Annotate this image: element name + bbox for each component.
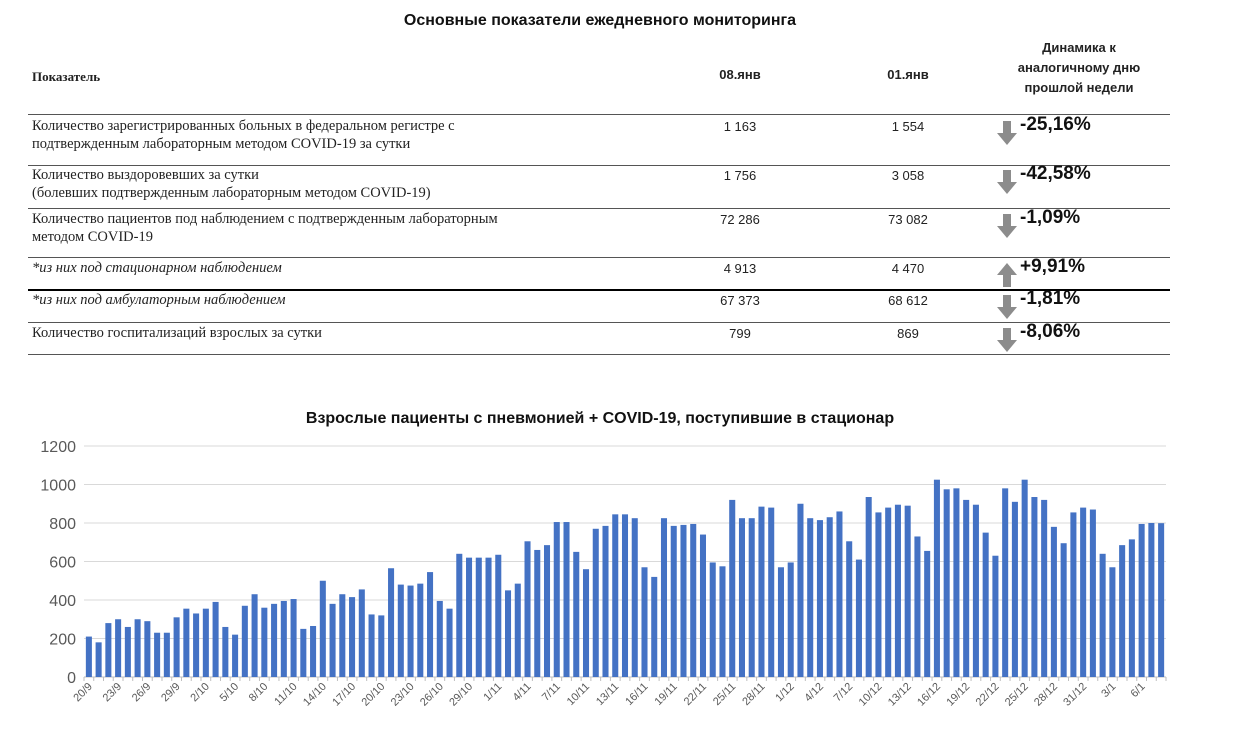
bar xyxy=(827,517,833,677)
bar xyxy=(1080,508,1086,677)
bar xyxy=(320,581,326,677)
bar xyxy=(1051,527,1057,677)
header-date-current: 08.янв xyxy=(719,67,761,82)
bar xyxy=(846,541,852,677)
row-value-current: 4 913 xyxy=(723,261,757,276)
bar xyxy=(719,566,725,677)
dynamics-percent: -1,09% xyxy=(1020,207,1081,228)
table-row xyxy=(28,114,1170,166)
bar xyxy=(973,505,979,677)
row-indicator xyxy=(32,117,672,153)
y-tick-label: 1000 xyxy=(40,477,76,495)
bar xyxy=(437,601,443,677)
row-value-current: 1 163 xyxy=(723,119,757,134)
bar xyxy=(261,608,267,677)
bar xyxy=(661,518,667,677)
bar xyxy=(1061,543,1067,677)
row-indicator-line: Количество пациентов под наблюдением с подтвержденным лабораторным xyxy=(32,211,498,227)
bar xyxy=(1022,480,1028,677)
header-indicator: Показатель xyxy=(32,69,101,84)
x-tick-label: 25/11 xyxy=(710,680,739,709)
row-value-current: 67 373 xyxy=(720,293,760,308)
arrow-up-icon xyxy=(996,263,1018,287)
table-row xyxy=(28,289,1170,323)
row-dynamics xyxy=(994,257,1174,289)
bar xyxy=(934,480,940,677)
bar xyxy=(222,627,228,677)
y-tick-label: 1200 xyxy=(40,439,76,456)
row-value-previous: 73 082 xyxy=(888,212,928,227)
x-tick-label: 8/10 xyxy=(246,680,271,705)
bar xyxy=(924,551,930,677)
bar xyxy=(1129,539,1135,677)
header-dynamics-line: Динамика к xyxy=(1042,40,1116,55)
row-value-previous: 1 554 xyxy=(891,119,925,134)
x-tick-label: 28/12 xyxy=(1032,680,1061,709)
bar xyxy=(1158,523,1164,677)
bar xyxy=(563,522,569,677)
table-title: Основные показатели ежедневного мониторинга xyxy=(403,12,797,29)
bar xyxy=(583,569,589,677)
bar xyxy=(281,601,287,677)
bar xyxy=(749,518,755,677)
bar xyxy=(573,552,579,677)
row-value-previous: 68 612 xyxy=(888,293,928,308)
x-tick-label: 22/11 xyxy=(681,680,710,709)
bar xyxy=(602,526,608,677)
dynamics-percent: -8,06% xyxy=(1020,321,1081,342)
bar xyxy=(193,613,199,677)
bar xyxy=(905,506,911,677)
bar xyxy=(378,615,384,677)
bar xyxy=(992,556,998,677)
x-tick-label: 25/12 xyxy=(1002,680,1031,709)
row-indicator-line: подтвержденным лабораторным методом COVID-19 за сутки xyxy=(32,136,411,152)
bar xyxy=(1041,500,1047,677)
row-value-previous: 3 058 xyxy=(891,168,925,183)
bar xyxy=(271,604,277,677)
bar xyxy=(330,604,336,677)
bar xyxy=(427,572,433,677)
bar xyxy=(242,606,248,677)
table-row xyxy=(28,322,1170,355)
bar xyxy=(359,589,365,677)
bar xyxy=(291,599,297,677)
bar xyxy=(1119,545,1125,677)
bar xyxy=(1100,554,1106,677)
bar xyxy=(495,555,501,677)
bar xyxy=(1031,497,1037,677)
dynamics-percent: -1,81% xyxy=(1020,288,1081,309)
table-row xyxy=(28,164,1170,209)
row-value-current: 799 xyxy=(729,326,751,341)
x-tick-label: 19/12 xyxy=(944,680,973,709)
x-tick-label: 22/12 xyxy=(973,680,1002,709)
bar xyxy=(154,633,160,677)
bar xyxy=(144,621,150,677)
bar xyxy=(875,512,881,677)
y-tick-label: 600 xyxy=(49,554,76,572)
arrow-down-icon xyxy=(996,214,1018,238)
bar xyxy=(408,586,414,677)
row-indicator xyxy=(32,166,672,202)
bar xyxy=(866,497,872,677)
header-date-previous: 01.янв xyxy=(887,67,929,82)
bar xyxy=(680,525,686,677)
bar xyxy=(339,594,345,677)
row-dynamics xyxy=(994,208,1174,257)
bar xyxy=(417,584,423,677)
row-indicator xyxy=(32,210,672,246)
x-tick-label: 23/10 xyxy=(388,680,417,709)
bar xyxy=(349,597,355,677)
row-value-previous: 4 470 xyxy=(891,261,925,276)
table-header xyxy=(28,38,1170,108)
row-indicator xyxy=(32,259,672,277)
bar xyxy=(895,505,901,677)
header-dynamics-line: прошлой недели xyxy=(1024,80,1134,95)
bar xyxy=(125,627,131,677)
y-tick-label: 400 xyxy=(49,593,76,610)
bar xyxy=(505,590,511,677)
arrow-down-icon xyxy=(996,295,1018,319)
x-tick-label: 13/12 xyxy=(885,680,914,709)
bar xyxy=(797,504,803,677)
x-tick-label: 20/10 xyxy=(359,680,388,709)
x-tick-label: 14/10 xyxy=(300,680,329,709)
dynamics-percent: -42,58% xyxy=(1020,163,1091,184)
bar xyxy=(914,536,920,677)
row-dynamics xyxy=(994,164,1174,208)
bar xyxy=(447,609,453,677)
x-tick-label: 28/11 xyxy=(740,680,768,709)
x-tick-label: 19/11 xyxy=(652,680,680,709)
row-indicator-line: *из них под стационарном наблюдением xyxy=(32,260,282,276)
bar xyxy=(115,619,121,677)
bar xyxy=(739,518,745,677)
bar xyxy=(515,584,521,677)
bar xyxy=(671,526,677,677)
bar xyxy=(632,518,638,677)
bar xyxy=(963,500,969,677)
row-value-current: 72 286 xyxy=(720,212,760,227)
row-value-previous: 869 xyxy=(897,326,919,341)
bar xyxy=(641,567,647,677)
row-indicator-line: *из них под амбулаторным наблюдением xyxy=(32,292,286,308)
row-indicator-line: (болевших подтвержденным лабораторным методом COVID-19) xyxy=(32,185,431,201)
dynamics-percent: -25,16% xyxy=(1020,114,1091,135)
bar xyxy=(534,550,540,677)
bar xyxy=(86,637,92,677)
x-tick-label: 16/11 xyxy=(623,680,651,709)
dynamics-percent: +9,91% xyxy=(1020,256,1085,277)
row-dynamics xyxy=(994,322,1174,354)
x-tick-label: 29/9 xyxy=(159,680,183,705)
bar xyxy=(1002,488,1008,677)
bar xyxy=(1148,523,1154,677)
bar xyxy=(983,533,989,677)
bar xyxy=(612,514,618,677)
bar xyxy=(817,520,823,677)
bar xyxy=(252,594,258,677)
bar xyxy=(651,577,657,677)
arrow-down-icon xyxy=(996,170,1018,194)
bar xyxy=(135,619,141,677)
header-dynamics xyxy=(988,38,1170,98)
bar xyxy=(174,617,180,677)
bar xyxy=(466,558,472,677)
x-tick-label: 7/12 xyxy=(831,680,856,705)
bar xyxy=(310,626,316,677)
bar xyxy=(690,524,696,677)
bar xyxy=(807,518,813,677)
x-tick-label: 4/11 xyxy=(510,680,534,704)
bar xyxy=(729,500,735,677)
x-tick-label: 23/9 xyxy=(100,680,125,705)
row-indicator-line: методом COVID-19 xyxy=(32,229,153,245)
bar xyxy=(1139,524,1145,677)
bar xyxy=(788,562,794,677)
row-indicator-line: Количество зарегистрированных больных в федеральном регистре с xyxy=(32,118,455,134)
x-tick-label: 31/12 xyxy=(1061,680,1090,709)
row-value-current: 1 756 xyxy=(723,168,757,183)
y-tick-label: 200 xyxy=(49,631,76,649)
x-tick-label: 13/11 xyxy=(593,680,622,709)
bar xyxy=(1012,502,1018,677)
chart-title: Взрослые пациенты с пневмонией + COVID-19, поступившие в стационар xyxy=(305,410,895,427)
bar xyxy=(953,488,959,677)
row-dynamics xyxy=(994,115,1174,165)
x-tick-label: 2/10 xyxy=(188,680,212,705)
arrow-down-icon xyxy=(996,121,1018,145)
bar xyxy=(232,635,238,677)
bar xyxy=(525,541,531,677)
bar xyxy=(710,562,716,677)
x-tick-label: 4/12 xyxy=(802,680,827,705)
bar xyxy=(1070,512,1076,677)
x-tick-label: 11/10 xyxy=(272,680,300,709)
bar xyxy=(1090,510,1096,677)
x-tick-label: 20/9 xyxy=(71,680,95,705)
x-tick-label: 17/10 xyxy=(330,680,359,709)
bar xyxy=(398,585,404,677)
row-indicator xyxy=(32,291,672,309)
row-indicator-line: Количество госпитализаций взрослых за сутки xyxy=(32,325,322,341)
row-indicator-line: Количество выздоровевших за сутки xyxy=(32,167,259,183)
y-tick-label: 800 xyxy=(49,516,76,533)
header-dynamics-line: аналогичному дню xyxy=(1017,60,1141,75)
x-tick-label: 29/10 xyxy=(447,680,476,709)
bar xyxy=(486,558,492,677)
x-tick-label: 1/11 xyxy=(481,680,505,704)
bar xyxy=(300,629,306,677)
bar xyxy=(183,609,189,677)
bar xyxy=(369,614,375,677)
x-tick-label: 26/9 xyxy=(129,680,154,705)
bar xyxy=(203,609,209,677)
x-tick-label: 1/12 xyxy=(773,680,797,705)
x-tick-label: 16/12 xyxy=(915,680,944,709)
bar xyxy=(885,508,891,677)
bar xyxy=(622,514,628,677)
bar xyxy=(700,535,706,677)
bar xyxy=(778,567,784,677)
bar xyxy=(544,545,550,677)
bar xyxy=(944,489,950,677)
x-tick-label: 10/11 xyxy=(564,680,593,709)
x-tick-label: 7/11 xyxy=(539,680,563,704)
x-tick-label: 6/1 xyxy=(1128,680,1148,700)
arrow-down-icon xyxy=(996,328,1018,352)
bar xyxy=(856,560,862,677)
bar xyxy=(593,529,599,677)
y-tick-label: 0 xyxy=(67,670,76,687)
row-dynamics xyxy=(994,289,1174,322)
bar xyxy=(96,642,102,677)
x-tick-label: 3/1 xyxy=(1099,680,1119,700)
bar-chart xyxy=(0,430,1240,751)
x-tick-label: 26/10 xyxy=(417,680,446,709)
bar xyxy=(768,508,774,677)
bar xyxy=(554,522,560,677)
bar xyxy=(456,554,462,677)
x-tick-label: 5/10 xyxy=(217,680,242,705)
row-indicator xyxy=(32,324,672,342)
bar xyxy=(105,623,111,677)
bar xyxy=(164,633,170,677)
bar xyxy=(1109,567,1115,677)
bar xyxy=(476,558,482,677)
bar xyxy=(388,568,394,677)
bar xyxy=(836,511,842,677)
bar xyxy=(213,602,219,677)
table-row xyxy=(28,208,1170,258)
bar xyxy=(758,507,764,677)
x-tick-label: 10/12 xyxy=(856,680,885,709)
table-row xyxy=(28,257,1170,291)
